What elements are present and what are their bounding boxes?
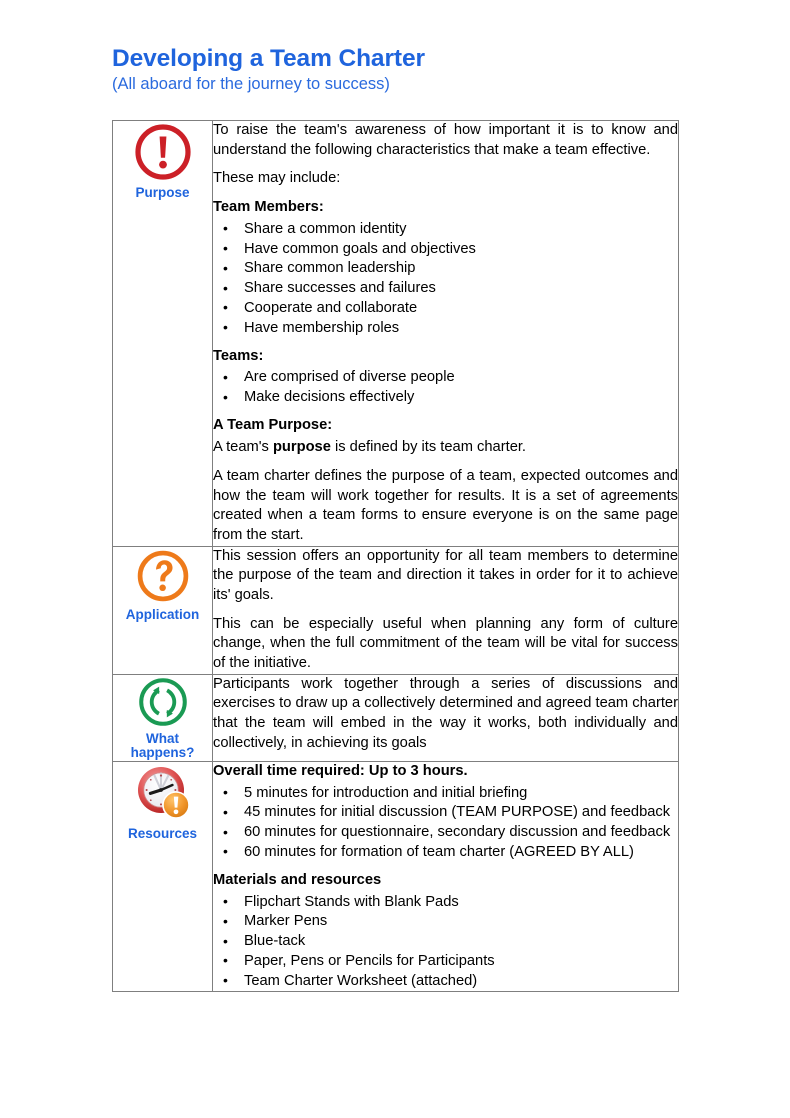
- team-purpose-heading: A Team Purpose:: [213, 417, 333, 434]
- row-icon-cell-application: [113, 546, 213, 674]
- list-item: • 45 minutes for initial discussion (TEAM PURPOSE) and feedback: [244, 803, 678, 822]
- teams-list: [213, 368, 678, 407]
- purpose-may-include: These may include:: [213, 170, 341, 187]
- row-icon-cell-resources: [113, 761, 213, 992]
- materials-heading: Materials and resources: [213, 872, 382, 889]
- what-happens-paragraph: Participants work together through a series of discussions and exercises to draw up a collectively determined and agreed team charter that the team will embed in the way it works, both individually and collectively, in achieving its goals: [213, 675, 678, 751]
- table-row: [113, 121, 679, 547]
- materials-list: [213, 893, 678, 991]
- list-item: • 60 minutes for questionnaire, secondary discussion and feedback: [244, 823, 678, 842]
- title-block: [112, 45, 712, 95]
- list-item: • Paper, Pens or Pencils for Participants: [244, 952, 678, 971]
- row-label-what-happens-line2: happens?: [130, 745, 195, 761]
- team-purpose-text-b: is defined by its team charter.: [330, 439, 527, 456]
- list-item: • Cooperate and collaborate: [244, 299, 678, 318]
- row-content-what-happens: [213, 674, 679, 761]
- question-circle-icon: [134, 547, 192, 605]
- row-label-application: Application: [125, 606, 200, 622]
- purpose-intro: To raise the team's awareness of how important it is to know and understand the following characteristics that make a team effective.: [213, 122, 678, 158]
- table-row: [113, 761, 679, 992]
- page-title: Developing a Team Charter: [112, 45, 425, 72]
- time-breakdown-list: [213, 784, 678, 863]
- application-paragraph-1: This session offers an opportunity for all team members to determine the purpose of the team and direction it takes in order for it to achieve its' goals.: [213, 547, 678, 603]
- table-row: [113, 674, 679, 761]
- team-members-heading: Team Members:: [213, 199, 324, 216]
- list-item: • Flipchart Stands with Blank Pads: [244, 893, 678, 912]
- row-label-resources: Resources: [127, 825, 198, 841]
- application-paragraph-2: This can be especially useful when planning any form of culture change, when the full commitment of the team will be vital for success of the initiative.: [213, 615, 678, 671]
- list-item: • Make decisions effectively: [244, 388, 678, 407]
- team-charter-table: [112, 120, 679, 992]
- list-item: • Blue-tack: [244, 932, 678, 951]
- list-item: • Share a common identity: [244, 220, 678, 239]
- team-purpose-text-a: A team's: [213, 439, 273, 456]
- list-item: • Share common leadership: [244, 259, 678, 278]
- list-item: • 60 minutes for formation of team charter (AGREED BY ALL): [244, 843, 678, 862]
- row-icon-cell-what-happens: [113, 674, 213, 761]
- exclamation-circle-icon: [132, 121, 194, 183]
- table-row: [113, 546, 679, 674]
- charter-paragraph: A team charter defines the purpose of a team, expected outcomes and how the team will work together for results. It is a set of agreements created when a team forms to ensure everyone is on the same page from the start.: [213, 467, 678, 543]
- list-item: • Have common goals and objectives: [244, 240, 678, 259]
- row-label-what-happens-line1: What: [146, 730, 179, 746]
- list-item: • Team Charter Worksheet (attached): [244, 972, 678, 991]
- row-content-application: [213, 546, 679, 674]
- cycle-arrows-circle-icon: [136, 675, 190, 729]
- row-icon-cell-purpose: [113, 121, 213, 547]
- overall-time-heading: Overall time required: Up to 3 hours.: [213, 762, 468, 779]
- row-content-purpose: [213, 121, 679, 547]
- clock-alert-icon: [132, 762, 194, 824]
- list-item: • Have membership roles: [244, 319, 678, 338]
- team-members-list: [213, 220, 678, 338]
- team-purpose-bold-word: purpose: [272, 439, 331, 456]
- page-subtitle: (All aboard for the journey to success): [112, 75, 390, 94]
- team-purpose-definition: [213, 438, 678, 458]
- list-item: • Share successes and failures: [244, 279, 678, 298]
- list-item: • Are comprised of diverse people: [244, 368, 678, 387]
- row-label-purpose: Purpose: [135, 185, 190, 200]
- teams-heading: Teams:: [213, 347, 264, 364]
- list-item: • 5 minutes for introduction and initial briefing: [244, 784, 678, 803]
- row-content-resources: [213, 761, 679, 992]
- list-item: • Marker Pens: [244, 912, 678, 931]
